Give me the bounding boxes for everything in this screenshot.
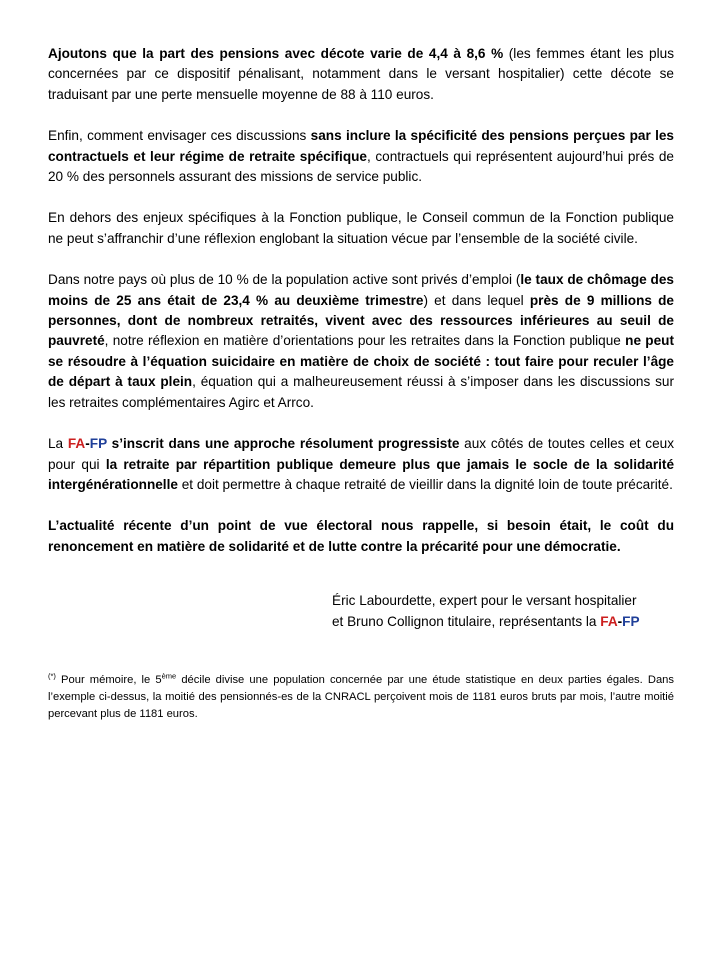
document-page: [48, 44, 674, 723]
signature-line-1: Éric Labourdette, expert pour le versant hospitalier: [332, 593, 637, 609]
paragraph-decote: [48, 44, 674, 105]
p4-segment-3: près de 9 millions de personnes, dont de nombreux retraités, vivent avec des ressources inférieures au seuil de pauvreté: [48, 292, 674, 349]
p4-segment-2: ) et dans lequel: [423, 292, 530, 308]
paragraph-contractuels: [48, 126, 674, 187]
p5-segment-3: FP: [89, 436, 107, 452]
p5-segment-2: -: [85, 436, 90, 452]
p5-segment-1: FA: [67, 436, 86, 452]
footnote-text-2: décile divise une population concernée par une étude statistique en deux parties égales. Dans l’exemple ci-dessus, la moitié des pensionnés-es de la CNRACL perçoivent mois de 1181 euros bruts par mois, l’autre moitié percevant plus de 1181 euros.: [48, 673, 674, 720]
paragraph-societe-civile: [48, 208, 674, 249]
p4-segment-1: le taux de chômage des moins de 25 ans était de 23,4 % au deuxième trimestre: [48, 272, 674, 308]
org-fa: FA: [600, 613, 618, 629]
p2-segment-0: Enfin, comment envisager ces discussions: [48, 128, 311, 144]
paragraph-fafp-position: [48, 434, 674, 495]
signature-block: [48, 591, 674, 632]
org-dash: -: [617, 613, 623, 629]
org-fp: FP: [622, 613, 640, 629]
p4-segment-4: , notre réflexion en matière d’orientations pour les retraites dans la Fonction publique: [104, 333, 626, 349]
p2-segment-2: , contractuels qui représentent aujourd’hui prés de 20 % des personnels assurant des missions de service public.: [48, 148, 674, 185]
p5-segment-5: aux côtés de toutes celles et ceux pour qui: [48, 436, 674, 472]
footnote-superscript: ème: [161, 671, 177, 681]
p1-segment-0: Ajoutons que la part des pensions avec décote varie de 4,4 à 8,6 %: [48, 46, 504, 61]
p1-segment-1: (les femmes étant les plus concernées par ce dispositif pénalisant, notamment dans le versant hospitalier) cette décote se traduisant par une perte mensuelle moyenne de 88 à 110 euros.: [48, 46, 674, 102]
signature-line-2: [332, 612, 674, 632]
footnote: [48, 672, 674, 723]
p5-segment-7: et doit permettre à chaque retraité de vieillir dans la dignité loin de toute précarité.: [177, 476, 673, 492]
footnote-marker: (*): [48, 671, 56, 681]
p4-segment-6: , équation qui a malheureusement réussi à s’imposer dans les discussions sur les retraites complémentaires Agirc et Arrco.: [48, 374, 675, 410]
p6-segment-0: L’actualité récente d’un point de vue électoral nous rappelle, si besoin était, le coût du renoncement en matière de solidarité et de lutte contre la précarité pour une démocratie.: [48, 518, 674, 554]
p2-segment-1: sans inclure la spécificité des pensions perçues par les contractuels et leur régime de retraite spécifique: [48, 128, 674, 164]
p5-segment-0: La: [48, 436, 68, 452]
paragraph-chomage-pauvrete: [48, 270, 674, 413]
p4-segment-5: ne peut se résoudre à l’équation suicidaire en matière de choix de société : tout faire pour reculer l’âge de départ à taux plein: [48, 333, 674, 390]
signature-line-2-text: et Bruno Collignon titulaire, représentants la: [332, 613, 601, 629]
p5-segment-6: la retraite par répartition publique demeure plus que jamais le socle de la solidarité intergénérationnelle: [48, 456, 674, 492]
p3-segment-0: En dehors des enjeux spécifiques à la Fonction publique, le Conseil commun de la Fonction publique ne peut s’affranchir d’une réflexion englobant la situation vécue par l’ensemble de la société civile.: [48, 210, 674, 246]
p4-segment-0: Dans notre pays où plus de 10 % de la population active sont privés d’emploi (: [48, 272, 521, 288]
paragraph-actualite: [48, 516, 674, 557]
footnote-text-1: Pour mémoire, le 5: [55, 673, 162, 686]
p5-segment-4: s’inscrit dans une approche résolument progressiste: [106, 436, 460, 452]
